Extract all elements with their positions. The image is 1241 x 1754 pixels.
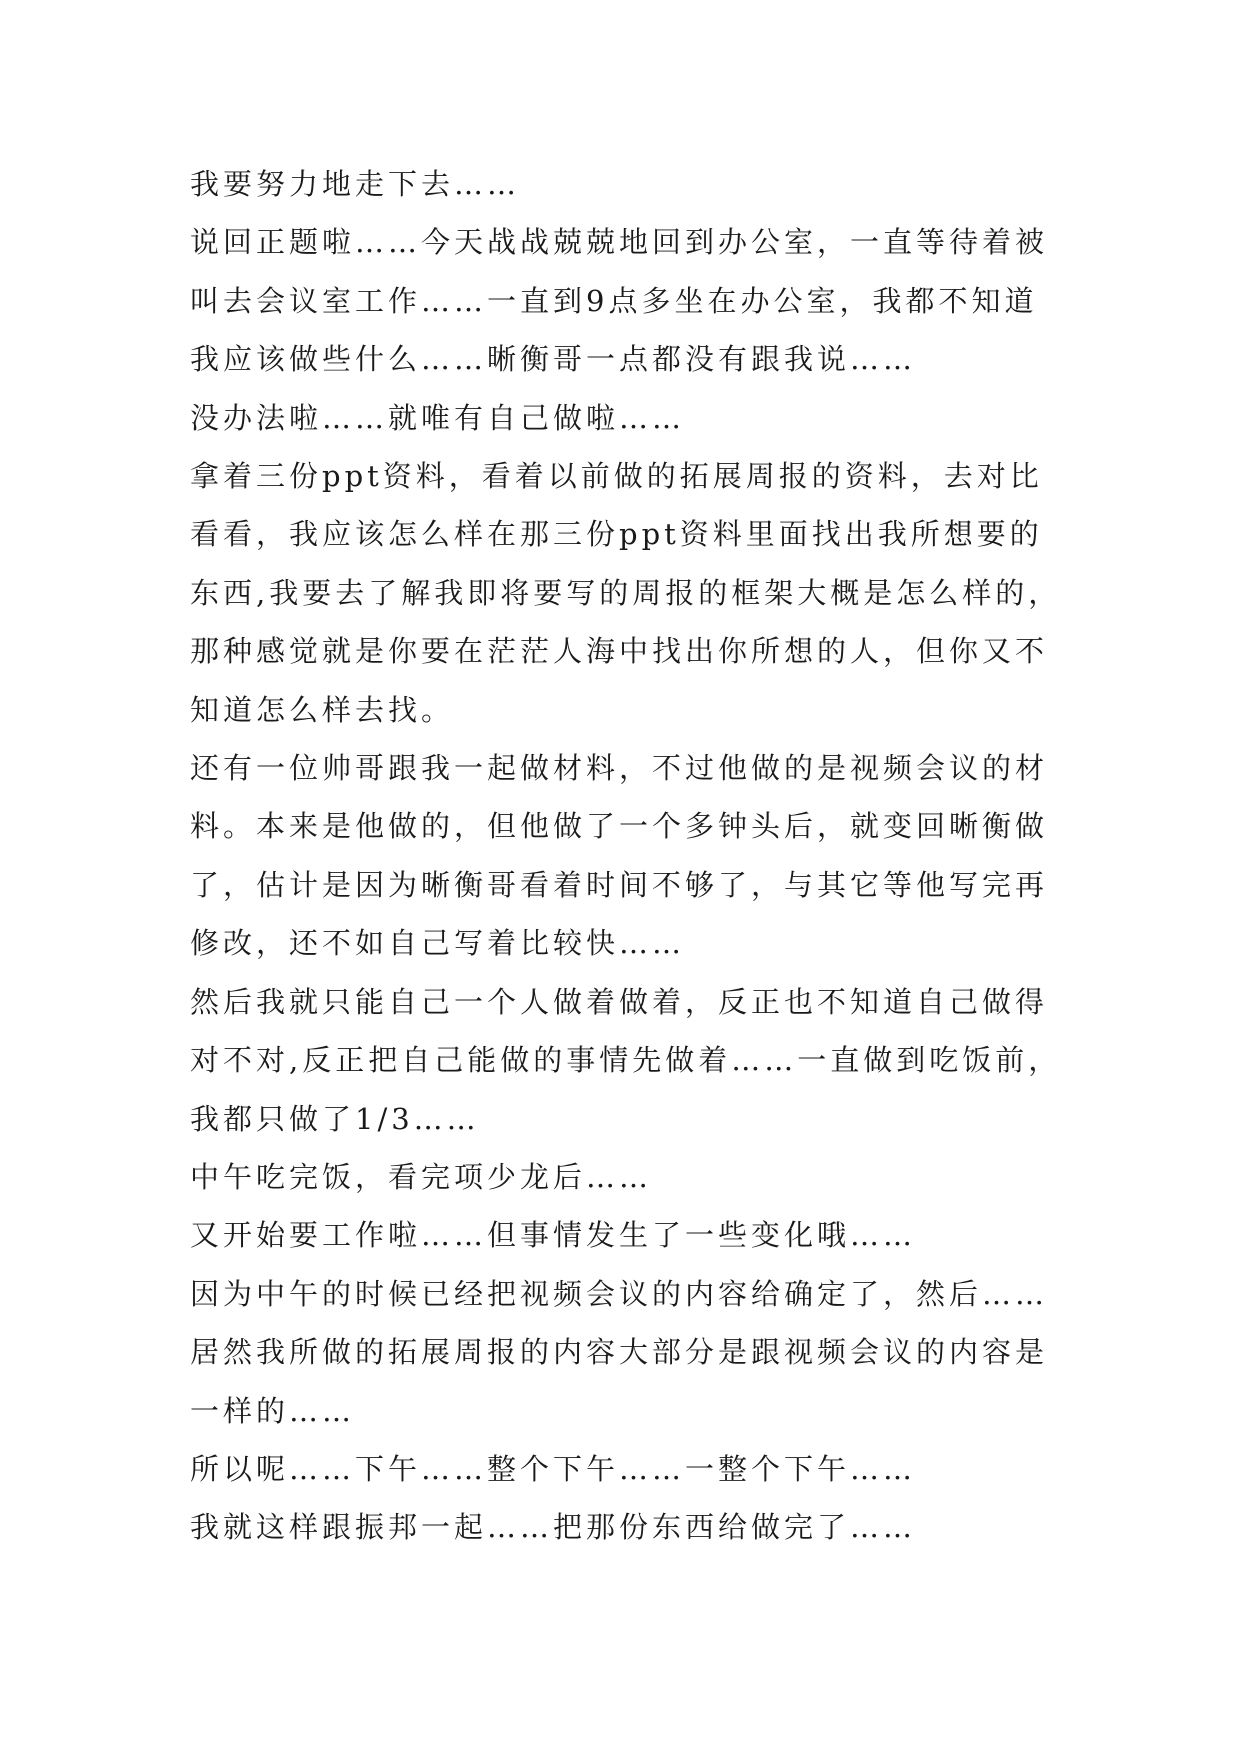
paragraph: 没办法啦……就唯有自己做啦…… (190, 400, 686, 435)
paragraph: 因为中午的时候已经把视频会议的内容给确定了，然后……居然我所做的拓展周报的内容大部分是跟视频会议的内容是一样的…… (190, 1276, 1049, 1428)
paragraph: 然后我就只能自己一个人做着做着，反正也不知道自己做得对不对,反正把自己能做的事情先做着……一直做到吃饭前，我都只做了1/3…… (190, 984, 1062, 1136)
paragraph: 我就这样跟振邦一起……把那份东西给做完了…… (190, 1510, 917, 1545)
paragraph: 所以呢……下午……整个下午……一整个下午…… (190, 1451, 917, 1486)
document-body (190, 155, 1070, 1557)
paragraph: 拿着三份ppt资料，看着以前做的拓展周报的资料，去对比看看，我应该怎么样在那三份ppt资料里面找出我所想要的东西,我要去了解我即将要写的周报的框架大概是怎么样的，那种感觉就是你要在茫茫人海中找出你所想的人，但你又不知道怎么样去找。 (190, 459, 1062, 727)
paragraph: 我要努力地走下去…… (190, 167, 521, 201)
paragraph: 中午吃完饭，看完项少龙后…… (190, 1159, 653, 1194)
paragraph: 还有一位帅哥跟我一起做材料，不过他做的是视频会议的材料。本来是他做的，但他做了一个多钟头后，就变回晰衡做了，估计是因为晰衡哥看着时间不够了，与其它等他写完再修改，还不如自己写着比较快…… (190, 751, 1049, 961)
paragraph: 又开始要工作啦……但事情发生了一些变化哦…… (190, 1218, 917, 1253)
paragraph: 说回正题啦……今天战战兢兢地回到办公室，一直等待着被叫去会议室工作……一直到9点多坐在办公室，我都不知道我应该做些什么……晰衡哥一点都没有跟我说…… (190, 225, 1049, 377)
